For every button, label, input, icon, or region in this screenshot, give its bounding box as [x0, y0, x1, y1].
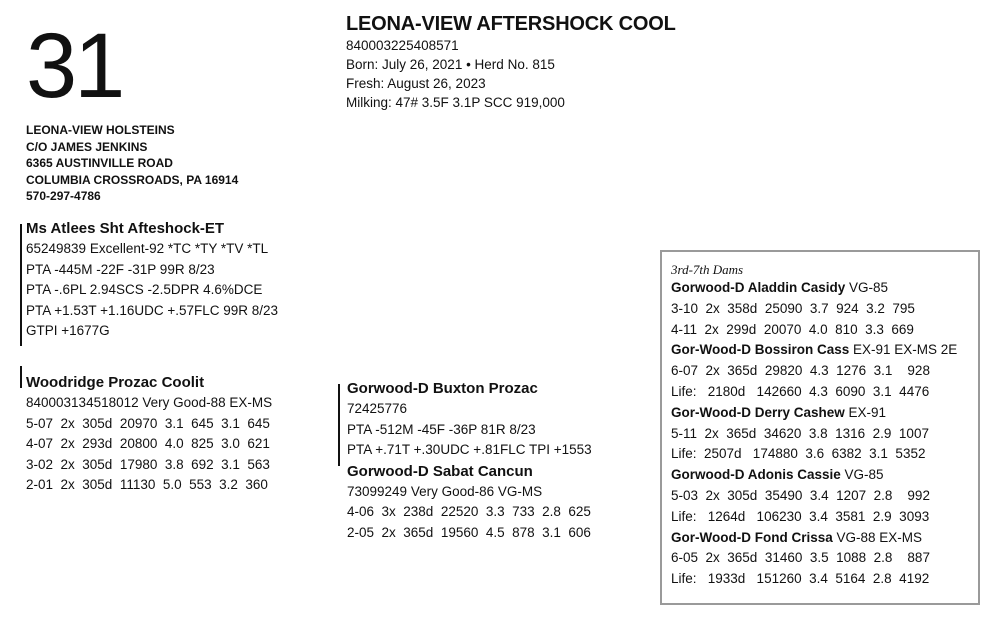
sire-line: GTPI +1677G: [26, 323, 110, 338]
mgs-bracket: [338, 384, 340, 466]
dam-record: 5-03 2x 305d 35490 3.4 1207 2.8 992: [671, 487, 930, 503]
mgs-line: PTA +.71T +.30UDC +.81FLC TPI +1553: [347, 442, 592, 457]
mgs-block: [347, 378, 592, 543]
consigner-street: 6365 AUSTINVILLE ROAD: [26, 156, 173, 170]
dam-line: 4-07 2x 293d 20800 4.0 825 3.0 621: [26, 436, 270, 451]
sire-block: [26, 218, 278, 342]
dam-block: [26, 372, 272, 496]
dam-entry-name: Gor-Wood-D Derry Cashew: [671, 404, 845, 420]
dam-record: 6-07 2x 365d 29820 4.3 1276 3.1 928: [671, 363, 930, 379]
dam-line: 2-01 2x 305d 11130 5.0 553 3.2 360: [26, 477, 268, 492]
dam-record: Life: 1933d 151260 3.4 5164 2.8 4192: [671, 571, 930, 587]
dams-box: [660, 250, 980, 605]
dam-record: 3-10 2x 358d 25090 3.7 924 3.2 795: [671, 300, 915, 316]
consigner-farm: LEONA-VIEW HOLSTEINS: [26, 123, 175, 137]
dam-entry-name: Gor-Wood-D Fond Crissa: [671, 529, 833, 545]
animal-born: Born: July 26, 2021 • Herd No. 815: [346, 57, 555, 72]
sire-line: PTA +1.53T +1.16UDC +.57FLC 99R 8/23: [26, 302, 279, 318]
dam-record: 4-11 2x 299d 20070 4.0 810 3.3 669: [671, 321, 914, 337]
consigner-block: [26, 122, 238, 205]
dam-entry: [671, 465, 978, 486]
consigner-phone: 570-297-4786: [26, 189, 101, 203]
mgs-name: Gorwood-D Buxton Prozac: [347, 380, 538, 397]
sire-line: PTA -445M -22F -31P 99R 8/23: [26, 261, 215, 277]
dam-record: Life: 2507d 174880 3.6 6382 3.1 5352: [671, 446, 926, 462]
dam-entry-score: VG-88 EX-MS: [832, 529, 923, 545]
sire-bracket: [20, 224, 22, 346]
dam-entry-score: VG-85: [840, 467, 884, 483]
dam-entry: [671, 340, 978, 361]
animal-id: 840003225408571: [346, 38, 459, 53]
animal-name: LEONA-VIEW AFTERSHOCK COOL: [346, 13, 676, 35]
animal-fresh: Fresh: August 26, 2023: [346, 76, 486, 91]
dam-record: 6-05 2x 365d 31460 3.5 1088 2.8 887: [671, 550, 930, 566]
dam-line: 3-02 2x 305d 17980 3.8 692 3.1 563: [26, 456, 270, 472]
dam-entry: [671, 403, 978, 424]
mgs-line: 72425776: [347, 401, 408, 416]
second-dam-line: 2-05 2x 365d 19560 4.5 878 3.1 606: [347, 524, 591, 540]
second-dam-name: Gorwood-D Sabat Cancun: [347, 462, 533, 480]
dam-entry: [671, 528, 978, 549]
second-dam-line: 4-06 3x 238d 22520 3.3 733 2.8 625: [347, 504, 591, 519]
sire-line: PTA -.6PL 2.94SCS -2.5DPR 4.6%DCE: [26, 282, 263, 297]
sire-name: Ms Atlees Sht Afteshock-ET: [26, 220, 225, 237]
dam-line: 840003134518012 Very Good-88 EX-MS: [26, 395, 273, 410]
dam-entry-score: VG-85: [845, 280, 889, 295]
dam-bracket: [20, 366, 22, 388]
dam-name: Woodridge Prozac Coolit: [26, 374, 205, 391]
dams-caption: 3rd-7th Dams: [671, 262, 744, 277]
dam-record: Life: 2180d 142660 4.3 6090 3.1 4476: [671, 383, 930, 399]
dam-line: 5-07 2x 305d 20970 3.1 645 3.1 645: [26, 415, 270, 431]
second-dam-line: 73099249 Very Good-86 VG-MS: [347, 483, 543, 499]
dam-entry-name: Gorwood-D Adonis Cassie: [671, 467, 841, 483]
consigner-city: COLUMBIA CROSSROADS, PA 16914: [26, 172, 239, 187]
dam-entry: [671, 278, 978, 299]
dam-entry-name: Gorwood-D Aladdin Casidy: [671, 280, 846, 295]
animal-milking: Milking: 47# 3.5F 3.1P SCC 919,000: [346, 95, 565, 110]
lot-number: 31: [26, 15, 123, 117]
dam-entry-name: Gor-Wood-D Bossiron Cass: [671, 342, 850, 358]
animal-header: [346, 12, 676, 112]
dam-entry-score: EX-91 EX-MS 2E: [849, 342, 958, 358]
dam-record: Life: 1264d 106230 3.4 3581 2.9 3093: [671, 508, 930, 524]
sire-line: 65249839 Excellent-92 *TC *TY *TV *TL: [26, 241, 269, 256]
dam-record: 5-11 2x 365d 34620 3.8 1316 2.9 1007: [671, 425, 929, 441]
consigner-contact: C/O JAMES JENKINS: [26, 139, 148, 154]
dam-entry-score: EX-91: [844, 404, 887, 420]
mgs-line: PTA -512M -45F -36P 81R 8/23: [347, 421, 536, 437]
